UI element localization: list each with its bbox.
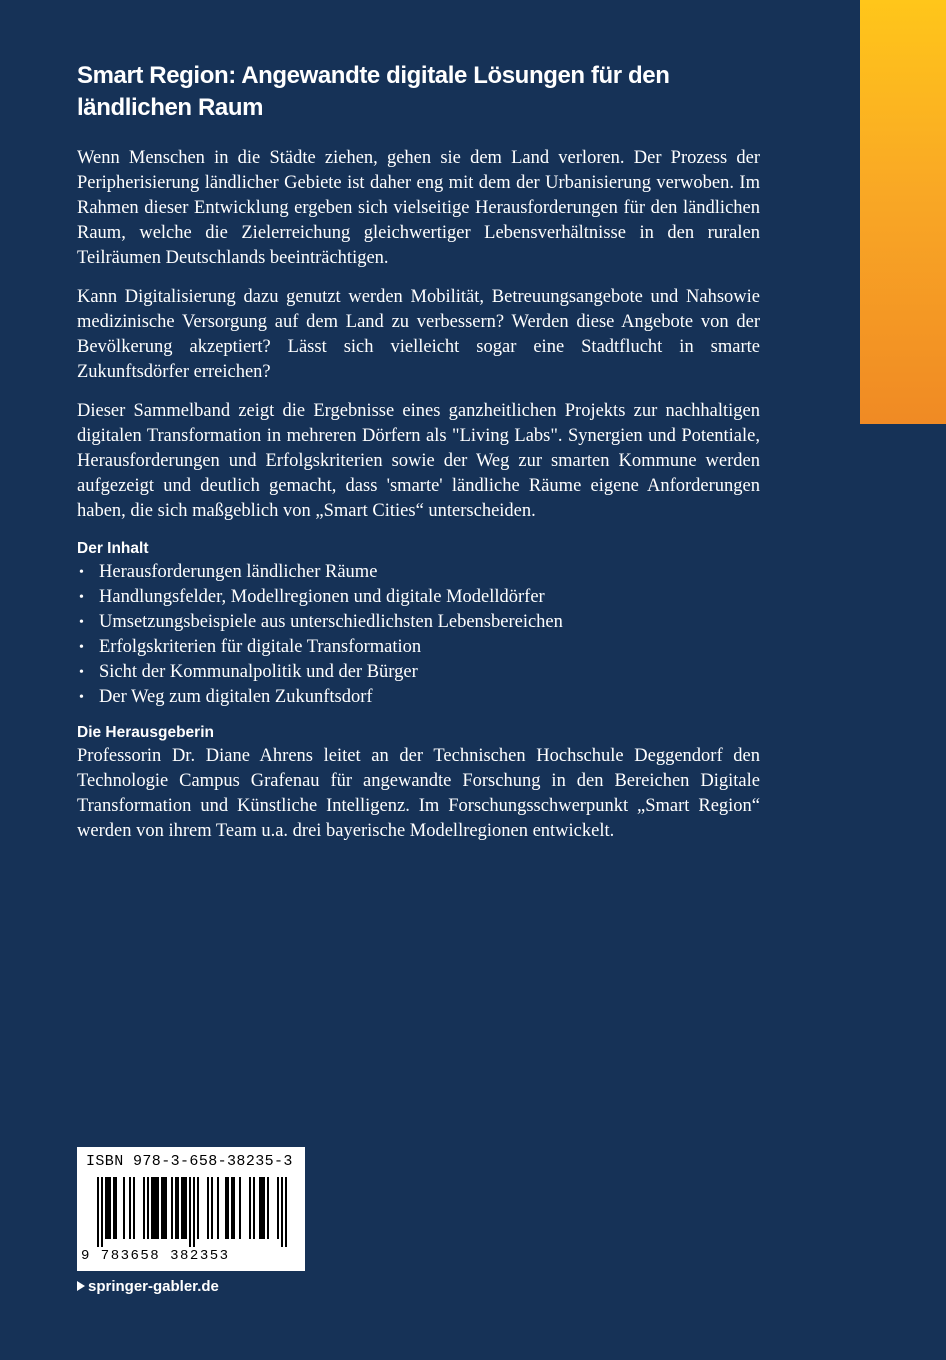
barcode-icon bbox=[77, 1173, 305, 1247]
barcode-bar bbox=[171, 1177, 173, 1239]
barcode-bar bbox=[225, 1177, 227, 1239]
list-item-text: Herausforderungen ländlicher Räume bbox=[99, 562, 378, 582]
barcode-bar bbox=[181, 1177, 183, 1239]
list-item bbox=[77, 585, 760, 610]
isbn-label: ISBN 978-3-658-38235-3 bbox=[86, 1153, 293, 1170]
barcode-bar bbox=[109, 1177, 111, 1239]
barcode-bar bbox=[193, 1177, 195, 1247]
barcode-bar bbox=[261, 1177, 263, 1239]
barcode-bar bbox=[143, 1177, 145, 1239]
barcode-bar bbox=[101, 1177, 103, 1247]
barcode-bar bbox=[259, 1177, 261, 1239]
list-item bbox=[77, 635, 760, 660]
barcode-bar bbox=[151, 1177, 153, 1239]
editor-heading: Die Herausgeberin bbox=[77, 724, 214, 741]
list-item bbox=[77, 560, 760, 585]
barcode-bar bbox=[217, 1177, 219, 1239]
editor-bio: Professorin Dr. Diane Ahrens leitet an der Technischen Hochschule Deggendorf den Technologie Campus Grafenau für angewandte Forschung in den Bereichen Digitale Transformation und Künstliche Intelligenz. Im Forschungsschwerpunkt „Smart Region“ werden von ihrem Team u.a. drei bayerische Modellregionen entwickelt. bbox=[77, 746, 760, 841]
list-item-text: Der Weg zum digitalen Zukunftsdorf bbox=[99, 687, 373, 707]
barcode-bar bbox=[249, 1177, 251, 1239]
barcode-bar bbox=[183, 1177, 185, 1239]
bullet-icon: • bbox=[79, 665, 84, 680]
isbn-barcode-box bbox=[77, 1147, 305, 1271]
barcode-bar bbox=[277, 1177, 279, 1239]
arrow-right-icon bbox=[77, 1281, 85, 1291]
barcode-bar bbox=[153, 1177, 155, 1239]
list-item bbox=[77, 660, 760, 685]
contents-list bbox=[77, 560, 760, 710]
barcode-bar bbox=[115, 1177, 117, 1239]
barcode-bar bbox=[155, 1177, 157, 1239]
barcode-bar bbox=[107, 1177, 109, 1239]
barcode-bar bbox=[231, 1177, 233, 1239]
blurb-paragraph-1: Wenn Menschen in die Städte ziehen, gehen sie dem Land verloren. Der Prozess der Peripherisierung ländlicher Gebiete ist daher eng mit dem der Urbanisierung verwoben. Im Rahmen dieser Entwicklung ergeben sich vielseitige Herausforderungen für den ländlichen Raum, welche die Zielerreichung gleichwertiger Lebensverhältnisse in den ruralen Teilräumen Deutschlands beeinträchtigen. bbox=[77, 148, 760, 268]
barcode-bar bbox=[197, 1177, 199, 1239]
contents-heading: Der Inhalt bbox=[77, 540, 149, 557]
list-item bbox=[77, 610, 760, 635]
barcode-bar bbox=[123, 1177, 125, 1239]
barcode-bar bbox=[113, 1177, 115, 1239]
list-item-text: Sicht der Kommunalpolitik und der Bürger bbox=[99, 662, 418, 682]
barcode-bar bbox=[285, 1177, 287, 1247]
barcode-bar bbox=[207, 1177, 209, 1239]
barcode-bar bbox=[185, 1177, 187, 1239]
barcode-bar bbox=[211, 1177, 213, 1239]
blurb-paragraph-2: Kann Digitalisierung dazu genutzt werden Mobilität, Betreuungsangebote und Nahsowie medizinische Versorgung auf dem Land zu verbessern? Werden diese Angebote von der Bevölkerung akzeptiert? Lässt sich vielleicht sogar eine Stadtflucht in smarte Zukunftsdörfer erreichen? bbox=[77, 287, 760, 382]
barcode-bar bbox=[161, 1177, 163, 1239]
barcode-bar bbox=[105, 1177, 107, 1239]
bullet-icon: • bbox=[79, 640, 84, 655]
orange-accent-band bbox=[860, 0, 946, 424]
bullet-icon: • bbox=[79, 690, 84, 705]
back-cover-text bbox=[77, 60, 760, 858]
barcode-bar bbox=[97, 1177, 99, 1247]
barcode-bar bbox=[157, 1177, 159, 1239]
barcode-digits: 9 783658 382353 bbox=[81, 1248, 230, 1264]
barcode-bar bbox=[189, 1177, 191, 1247]
list-item-text: Umsetzungsbeispiele aus unterschiedlichsten Lebensbereichen bbox=[99, 612, 563, 632]
list-item-text: Handlungsfelder, Modellregionen und digitale Modelldörfer bbox=[99, 587, 545, 607]
barcode-bar bbox=[177, 1177, 179, 1239]
publisher-url: springer-gabler.de bbox=[88, 1278, 219, 1295]
barcode-bar bbox=[163, 1177, 165, 1239]
bullet-icon: • bbox=[79, 565, 84, 580]
list-item-text: Erfolgskriterien für digitale Transformation bbox=[99, 637, 422, 657]
bullet-icon: • bbox=[79, 615, 84, 630]
barcode-bar bbox=[129, 1177, 131, 1239]
barcode-bar bbox=[227, 1177, 229, 1239]
barcode-bar bbox=[133, 1177, 135, 1239]
publisher-link[interactable] bbox=[77, 1277, 219, 1297]
barcode-bar bbox=[233, 1177, 235, 1239]
barcode-bar bbox=[175, 1177, 177, 1239]
barcode-bar bbox=[165, 1177, 167, 1239]
bullet-icon: • bbox=[79, 590, 84, 605]
list-item bbox=[77, 685, 760, 710]
barcode-bar bbox=[239, 1177, 241, 1239]
barcode-bar bbox=[253, 1177, 255, 1239]
blurb-paragraph-3: Dieser Sammelband zeigt die Ergebnisse eines ganzheitlichen Projekts zur nachhaltigen digitalen Transformation in mehreren Dörfern als "Living Labs". Synergien und Potentiale, Herausforderungen und Erfolgskriterien sowie der Weg zur smarten Kommune werden aufgezeigt und deutlich gemacht, dass 'smarte' ländliche Räume eigene Anforderungen haben, die sich maßgeblich von „Smart Cities“ unterscheiden. bbox=[77, 401, 760, 521]
barcode-bar bbox=[267, 1177, 269, 1239]
book-title: Smart Region: Angewandte digitale Lösungen für den ländlichen Raum bbox=[77, 62, 670, 121]
barcode-bar bbox=[147, 1177, 149, 1239]
barcode-bar bbox=[263, 1177, 265, 1239]
barcode-bar bbox=[281, 1177, 283, 1247]
